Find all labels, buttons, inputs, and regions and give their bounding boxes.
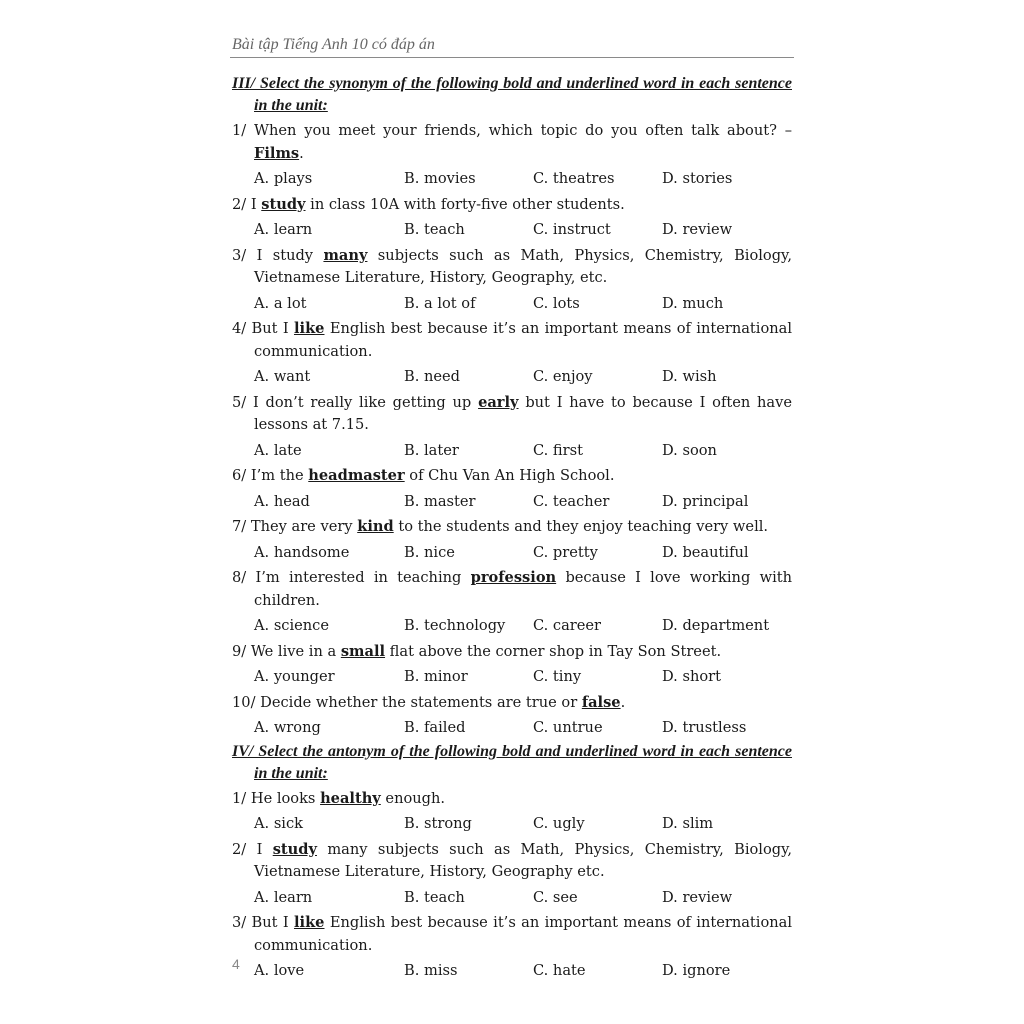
answer-option: D. wish (662, 368, 717, 385)
section-title: III/ Select the synonym of the following bold and underlined word in each sentence in the unit: (232, 75, 792, 114)
answer-options (232, 666, 792, 689)
question-keyword: study (272, 840, 317, 858)
answer-options (232, 717, 792, 740)
question-number: 3/ (232, 246, 247, 264)
answer-option: D. trustless (662, 719, 747, 736)
question (232, 392, 792, 437)
answer-option: D. soon (662, 441, 717, 459)
running-header: Bài tập Tiếng Anh 10 có đáp án (232, 36, 435, 53)
answer-options (232, 491, 792, 514)
question (232, 465, 792, 488)
answer-option: A. learn (254, 221, 313, 238)
answer-options (232, 960, 792, 983)
answer-option: C. untrue (533, 719, 603, 736)
question-number: 3/ (232, 914, 247, 931)
answer-options (232, 542, 792, 565)
answer-option: B. failed (404, 719, 466, 736)
answer-option: A. handsome (254, 543, 350, 561)
question-text: but I have to because I often have lessons at 7.15. (254, 393, 793, 433)
answer-option: D. review (662, 221, 733, 238)
answer-options (232, 168, 792, 191)
answer-option: C. instruct (533, 221, 611, 238)
answer-option: C. first (533, 441, 583, 459)
question (232, 692, 792, 715)
answer-option: A. plays (254, 170, 313, 187)
question (232, 641, 792, 664)
question-keyword: early (478, 393, 519, 411)
question-keyword: small (340, 642, 386, 660)
answer-options (232, 887, 792, 910)
question-keyword: kind (357, 518, 394, 535)
question-text: I’m interested in teaching (255, 569, 471, 586)
answer-option: A. late (254, 441, 302, 459)
question-text: English best because it’s an important means of international communication. (254, 914, 793, 954)
answer-option: C. lots (533, 294, 580, 312)
question-text: English best because it’s an important means of international communication. (254, 320, 793, 360)
answer-option: C. ugly (533, 815, 585, 832)
question-text: I don’t really like getting up (253, 393, 479, 411)
question-number: 9/ (232, 642, 247, 660)
question-text: because I love working with children. (254, 569, 793, 609)
question-text: I (250, 195, 262, 213)
question-keyword: healthy (320, 789, 381, 807)
question-text: flat above the corner shop in Tay Son Street. (385, 642, 722, 660)
answer-option: B. technology (404, 617, 506, 634)
question-keyword: profession (470, 569, 557, 586)
question (232, 245, 792, 290)
question-text: many subjects such as Math, Physics, Chemistry, Biology, Vietnamese Literature, History, Geography etc. (254, 840, 793, 880)
question-number: 1/ (232, 789, 247, 807)
answer-option: B. teach (404, 221, 465, 238)
question-number: 6/ (232, 467, 247, 484)
question-number: 10/ (232, 693, 256, 711)
answer-options (232, 219, 792, 242)
question-text: I (256, 840, 273, 858)
question-text: I study (256, 246, 324, 264)
question-keyword: like (293, 914, 325, 931)
answer-option: D. ignore (662, 962, 731, 979)
question-keyword: study (261, 195, 306, 213)
question (232, 516, 792, 539)
question-text: enough. (380, 789, 446, 807)
exercise-content (232, 72, 792, 983)
answer-options (232, 813, 792, 836)
answer-option: B. need (404, 368, 461, 385)
question (232, 318, 792, 363)
answer-option: D. beautiful (662, 543, 749, 561)
question-keyword: like (293, 320, 325, 337)
question-text: But I (251, 320, 294, 337)
answer-option: C. theatres (533, 170, 615, 187)
answer-option: C. hate (533, 962, 586, 979)
answer-option: A. learn (254, 888, 313, 906)
answer-option: C. enjoy (533, 368, 593, 385)
answer-option: B. movies (404, 170, 476, 187)
answer-options (232, 293, 792, 316)
answer-option: B. master (404, 492, 476, 510)
question-text: When you meet your friends, which topic do you often talk about? – (253, 122, 792, 139)
question-text: But I (251, 914, 294, 931)
question-number: 4/ (232, 320, 247, 337)
section-title: IV/ Select the antonym of the following bold and underlined word in each sentence in the unit: (232, 742, 792, 782)
page-number: 4 (232, 956, 240, 972)
answer-options (232, 440, 792, 463)
answer-option: C. pretty (533, 543, 598, 561)
header-divider (230, 57, 794, 58)
answer-option: B. a lot of (404, 294, 476, 312)
question-text: We live in a (250, 642, 341, 660)
answer-option: B. miss (404, 962, 458, 979)
question (232, 788, 792, 811)
answer-option: D. stories (662, 170, 733, 187)
question-text: I’m the (250, 467, 309, 484)
question (232, 839, 792, 884)
question-number: 2/ (232, 195, 247, 213)
question-number: 2/ (232, 840, 247, 858)
answer-option: D. principal (662, 492, 749, 510)
answer-option: D. review (662, 888, 733, 906)
question-number: 7/ (232, 518, 247, 535)
answer-option: B. minor (404, 668, 468, 685)
question (232, 194, 792, 217)
answer-option: C. career (533, 617, 602, 634)
answer-option: B. teach (404, 888, 465, 906)
question-number: 1/ (232, 122, 247, 139)
question-keyword: many (323, 246, 368, 264)
answer-option: D. slim (662, 815, 714, 832)
answer-option: A. science (254, 617, 329, 634)
question-number: 5/ (232, 393, 247, 411)
answer-option: A. wrong (254, 719, 321, 736)
question-number: 8/ (232, 569, 247, 586)
answer-option: A. want (254, 368, 311, 385)
question-text: He looks (250, 789, 321, 807)
answer-option: A. a lot (254, 294, 307, 312)
question (232, 912, 792, 957)
answer-option: C. tiny (533, 668, 582, 685)
answer-option: A. love (254, 962, 305, 979)
answer-option: D. department (662, 617, 770, 634)
answer-option: B. later (404, 441, 459, 459)
question-text: . (299, 144, 304, 162)
answer-option: D. much (662, 294, 724, 312)
question-text: They are very (250, 518, 358, 535)
question-keyword: headmaster (308, 467, 405, 484)
answer-option: A. head (254, 492, 310, 510)
question-text: . (620, 693, 626, 711)
question-keyword: Films (254, 144, 300, 162)
question (232, 567, 792, 612)
answer-option: B. strong (404, 815, 472, 832)
question-text: subjects such as Math, Physics, Chemistry, Biology, Vietnamese Literature, History, Geography, etc. (254, 246, 792, 286)
answer-option: A. sick (254, 815, 303, 832)
answer-option: A. younger (254, 668, 335, 685)
question-text: of Chu Van An High School. (404, 467, 615, 484)
question-text: to the students and they enjoy teaching very well. (393, 518, 769, 535)
answer-option: C. teacher (533, 492, 610, 510)
question-text: Decide whether the statements are true or (260, 693, 582, 711)
answer-option: C. see (533, 888, 578, 906)
answer-option: B. nice (404, 543, 455, 561)
answer-options (232, 615, 792, 638)
answer-options (232, 366, 792, 389)
question-text: in class 10A with forty-five other students. (305, 195, 625, 213)
answer-option: D. short (662, 668, 721, 685)
question (232, 120, 792, 165)
question-keyword: false (581, 693, 621, 711)
